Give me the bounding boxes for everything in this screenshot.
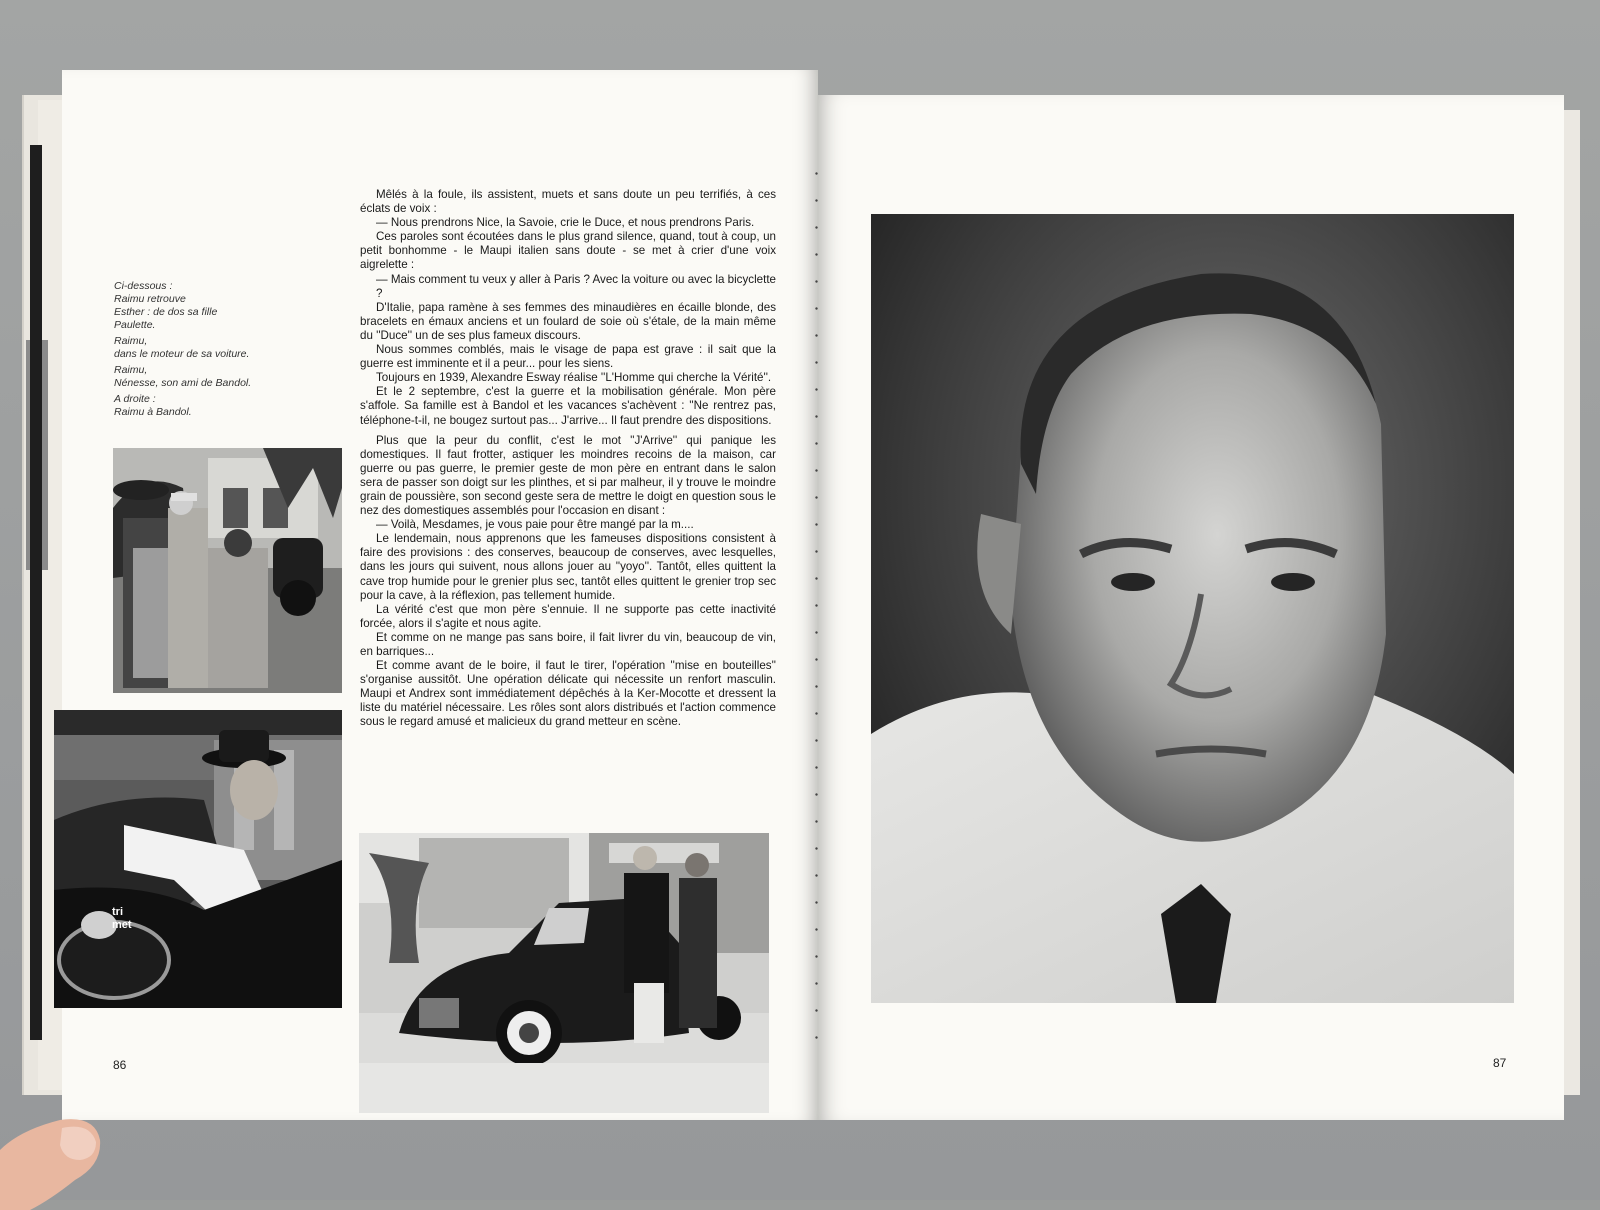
- caption-line: Esther : de dos sa fille: [114, 306, 218, 318]
- article-paragraph: La vérité c'est que mon père s'ennuie. Il ne supporte pas cette inactivité forcée, alors il s'agite et nous agite.: [360, 602, 776, 630]
- article-paragraph: — Voilà, Mesdames, je vous paie pour être mangé par la m....: [376, 518, 694, 532]
- caption-line: Nénesse, son ami de Bandol.: [114, 377, 252, 389]
- article-paragraph: Toujours en 1939, Alexandre Esway réalise ''L'Homme qui cherche la Vérité''.: [376, 371, 772, 385]
- page-number-left: 86: [113, 1058, 127, 1072]
- photo-raimu-engine: [54, 710, 342, 1008]
- article-paragraph: Ces paroles sont écoutées dans le plus grand silence, quand, tout à coup, un petit bonhomme - le Maupi italien sans doute - se met à crier d'une voix aigrelette :: [360, 230, 776, 272]
- thumb-holding-page: [0, 1060, 120, 1210]
- overlay-line: met: [112, 919, 132, 931]
- caption-block: [114, 393, 334, 419]
- caption-line: dans le moteur de sa voiture.: [114, 348, 250, 360]
- article-paragraph: Mêlés à la foule, ils assistent, muets et sans doute un peu terrifiés, à ces éclats de voix :: [360, 188, 776, 216]
- caption-line: Raimu retrouve: [114, 293, 186, 305]
- caption-line: Raimu,: [114, 335, 148, 347]
- caption-line: Raimu,: [114, 364, 148, 376]
- caption-line: Raimu à Bandol.: [114, 406, 192, 418]
- photo-caption: [114, 280, 334, 422]
- portrait-raimu: [871, 214, 1514, 1003]
- article-paragraph: Nous sommes comblés, mais le visage de papa est grave : il sait que la guerre est imminente et il a peur... pour les siens.: [360, 343, 776, 371]
- article-paragraph: Et comme avant de le boire, il faut le tirer, l'opération ''mise en bouteilles'' s'organise aussitôt. Une opération délicate qui nécessite un renfort masculin. Maupi et Andrex sont immédiatement dépêchés à la Ker-Mocotte et dressent la liste du matériel nécessaire. Les rôles sont alors distribués et l'action commence sous le regard amusé et malicieux du grand metteur en scène.: [360, 659, 776, 729]
- overlay-line: tri: [112, 906, 123, 918]
- caption-line: Paulette.: [114, 319, 156, 331]
- article-paragraph: Le lendemain, nous apprenons que les fameuses dispositions consistent à faire des provisions : des conserves, beaucoup de conserves, avec lesquelles, dans les jours qui suivent, nous allons jouer au ''yoyo''. Tantôt, elles quittent la cave trop humide pour le grenier plus sec, tantôt elles quittent le grenier trop sec pour la cave, à la réflexion, pas tellement humide.: [360, 532, 776, 602]
- article-body: [360, 188, 776, 730]
- caption-block: [114, 280, 334, 332]
- photo-raimu-bandol-car: [359, 833, 769, 1113]
- article-paragraph: — Mais comment tu veux y aller à Paris ? Avec la voiture ou avec la bicyclette ?: [376, 272, 776, 300]
- caption-block: [114, 335, 334, 361]
- caption-line: Ci-dessous :: [114, 280, 173, 292]
- article-paragraph: Et le 2 septembre, c'est la guerre et la mobilisation générale. Mon père s'affole. Sa famille est à Bandol et les vacances s'achèvent : ''Ne rentrez pas, téléphone-t-il, ne bougez surtout pas... J'arrive... Il faut prendre des dispositions.: [360, 385, 776, 427]
- photo-overlay-text: [112, 906, 132, 932]
- caption-block: [114, 364, 334, 390]
- article-paragraph: Et comme on ne mange pas sans boire, il fait livrer du vin, beaucoup de vin, en barriques...: [360, 630, 776, 658]
- article-paragraph: — Nous prendrons Nice, la Savoie, crie le Duce, et nous prendrons Paris.: [376, 216, 755, 230]
- page-edge-dark-strip: [30, 145, 42, 1040]
- caption-line: A droite :: [114, 393, 156, 405]
- photo-raimu-esther-paulette: [113, 448, 342, 693]
- article-paragraph: Plus que la peur du conflit, c'est le mot ''J'Arrive'' qui panique les domestiques. Il faut frotter, astiquer les moindres recoins de la maison, car guerre ou pas guerre, le premier geste de mon père en entrant dans le salon sera de passer son doigt sur les plinthes, et si par malheur, il y trouve le moindre grain de poussière, son second geste sera de mettre le doigt en question sous le nez des domestiques assemblés pour l'occasion en disant :: [360, 433, 776, 518]
- article-paragraph: D'Italie, papa ramène à ses femmes des minaudières en écaille blonde, des bracelets en émaux anciens et un foulard de soie où s'étale, de la main même du ''Duce'' un de ses plus fameux discours.: [360, 300, 776, 342]
- page-number-right: 87: [1493, 1056, 1507, 1070]
- gutter-binding: [815, 160, 818, 1060]
